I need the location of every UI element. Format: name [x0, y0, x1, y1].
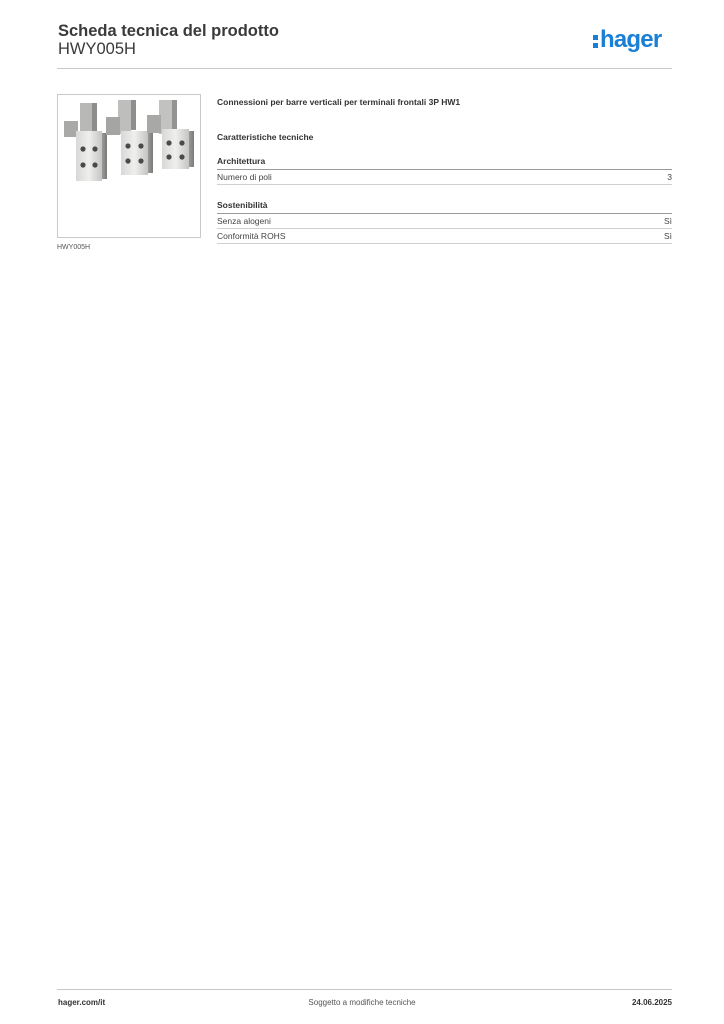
product-image	[57, 94, 201, 238]
footer-website-link[interactable]: hager.com/it	[58, 998, 106, 1007]
page-title: Scheda tecnica del prodotto	[58, 22, 279, 40]
footer-notice: Soggetto a modifiche tecniche	[308, 998, 416, 1007]
footer-date: 24.06.2025	[631, 998, 672, 1007]
spec-group-architettura	[217, 156, 672, 185]
spec-value: Sì	[663, 231, 672, 241]
spec-row	[217, 214, 672, 229]
spec-value: 3	[667, 172, 672, 182]
spec-row	[217, 229, 672, 244]
hager-logo	[593, 24, 677, 58]
busbar-connector-illustration	[58, 95, 200, 237]
logo-colon-icon	[593, 35, 598, 53]
logo-text: hager	[600, 26, 662, 53]
spec-label: Senza alogeni	[217, 216, 271, 226]
spec-value: Sì	[663, 216, 672, 226]
header-divider	[57, 68, 672, 69]
spec-group-sostenibilita	[217, 200, 672, 244]
footer-divider	[57, 989, 672, 990]
spec-label: Numero di poli	[217, 172, 272, 182]
spec-group-title: Sostenibilità	[217, 200, 672, 214]
product-name: Connessioni per barre verticali per terminali frontali 3P HW1	[217, 97, 461, 107]
section-title: Caratteristiche tecniche	[217, 132, 314, 142]
product-details	[217, 96, 672, 244]
image-caption: HWY005H	[57, 244, 91, 251]
spec-row	[217, 170, 672, 185]
spec-label: Conformità ROHS	[217, 231, 286, 241]
spec-group-title: Architettura	[217, 156, 672, 170]
product-code: HWY005H	[58, 40, 136, 58]
